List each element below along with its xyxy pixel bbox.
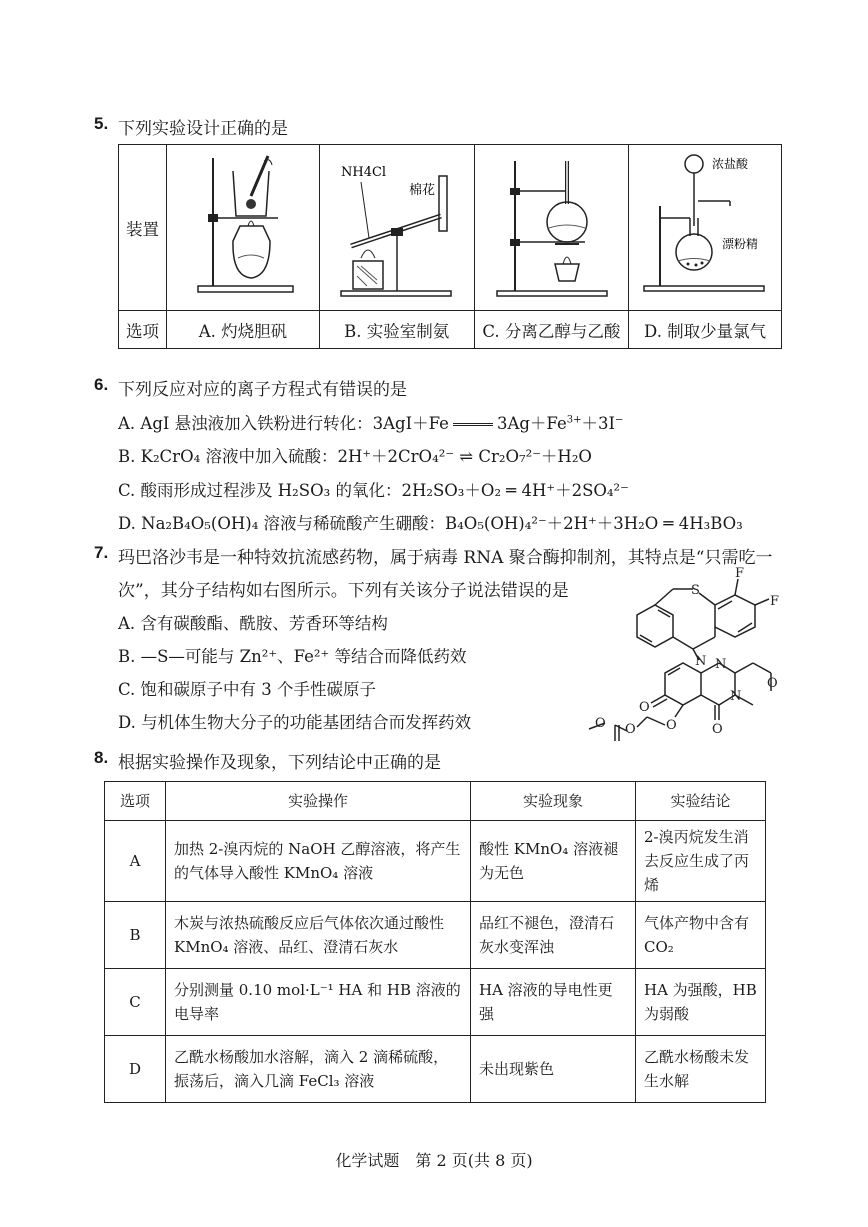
q8-header-phenomenon: 实验现象 [471, 782, 636, 821]
q6-a-left: A. AgI 悬浊液加入铁粉进行转化：3AgI＋Fe [118, 414, 449, 433]
bleach-label: 漂粉精 [722, 236, 759, 251]
crucible-burner-diagram [168, 146, 318, 306]
q5-apparatus-b [319, 145, 474, 311]
ammonia-prep-diagram [321, 146, 473, 306]
q5-option-label: 选项 [119, 311, 167, 349]
conc-hcl-label: 浓盐酸 [712, 156, 749, 171]
struct-O5: O [625, 722, 636, 737]
q8-row-a-phenomenon: 酸性 KMnO₄ 溶液褪为无色 [471, 821, 636, 902]
q8-row-c-conclusion: HA 为强酸，HB 为弱酸 [636, 969, 766, 1036]
q8-stem: 根据实验操作及现象，下列结论中正确的是 [118, 753, 441, 773]
q8-row-d-option: D [105, 1036, 166, 1103]
q8-row-c-option: C [105, 969, 166, 1036]
q7-option-b: B. —S—可能与 Zn²⁺、Fe²⁺ 等结合而降低药效 [118, 647, 467, 666]
q8-row-b-conclusion: 气体产物中含有 CO₂ [636, 902, 766, 969]
q7-stem-line1: 玛巴洛沙韦是一种特效抗流感药物，属于病毒 RNA 聚合酶抑制剂，其特点是“只需吃一 [118, 548, 773, 568]
table-row [105, 902, 766, 969]
q7-number: 7. [94, 543, 109, 562]
q8-row-a-operation: 加热 2-溴丙烷的 NaOH 乙醇溶液，将产生的气体导入酸性 KMnO₄ 溶液 [166, 821, 471, 902]
q5-apparatus-d [629, 145, 782, 311]
table-row [105, 969, 766, 1036]
struct-O2: O [639, 700, 650, 715]
struct-S: S [691, 583, 700, 598]
page-footer: 化学试题 第 2 页(共 8 页) [335, 1151, 533, 1170]
q6-a-right2: ＋3I [581, 414, 616, 433]
q8-row-c-operation: 分别测量 0.10 mol·L⁻¹ HA 和 HB 溶液的电导率 [166, 969, 471, 1036]
q8-row-d-phenomenon: 未出现紫色 [471, 1036, 636, 1103]
q8-row-d-operation: 乙酰水杨酸加水溶解，滴入 2 滴稀硫酸，振荡后，滴入几滴 FeCl₃ 溶液 [166, 1036, 471, 1103]
struct-O6: O [595, 716, 606, 731]
q5-apparatus-a [167, 145, 320, 311]
q5-stem: 下列实验设计正确的是 [118, 119, 288, 139]
struct-N2: N [715, 657, 727, 672]
q6-option-b: B. K₂CrO₄ 溶液中加入硫酸：2H⁺＋2CrO₄²⁻ ⇌ Cr₂O₇²⁻＋H₂O [118, 447, 592, 466]
table-row [105, 821, 766, 902]
q8-row-b-option: B [105, 902, 166, 969]
distillation-diagram [475, 146, 627, 306]
q8-row-d-conclusion: 乙酰水杨酸未发生水解 [636, 1036, 766, 1103]
struct-O4: O [666, 718, 677, 733]
q6-number: 6. [94, 375, 109, 394]
q6-stem: 下列反应对应的离子方程式有错误的是 [118, 380, 407, 400]
q7-option-c: C. 饱和碳原子中有 3 个手性碳原子 [118, 680, 377, 699]
q6-a-sup1: 3+ [566, 414, 582, 426]
nh4cl-label: NH4Cl [340, 164, 386, 180]
q5-number: 5. [94, 114, 109, 133]
q5-option-c: C. 分离乙醇与乙酸 [474, 311, 629, 349]
q5-apparatus-c [474, 145, 629, 311]
q6-option-a [118, 410, 623, 434]
q5-apparatus-table [118, 144, 782, 349]
struct-F1: F [735, 566, 745, 581]
struct-N1: N [695, 654, 707, 669]
chlorine-prep-diagram [630, 146, 780, 306]
struct-O1: O [767, 676, 778, 691]
cotton-label: 棉花 [408, 182, 435, 198]
q8-row-b-operation: 木炭与浓热硫酸反应后气体依次通过酸性 KMnO₄ 溶液、品红、澄清石灰水 [166, 902, 471, 969]
struct-N3: N [730, 689, 742, 704]
q8-row-b-phenomenon: 品红不褪色，澄清石灰水变浑浊 [471, 902, 636, 969]
q5-option-a: A. 灼烧胆矾 [167, 311, 320, 349]
q8-header-conclusion: 实验结论 [636, 782, 766, 821]
q6-a-right: 3Ag＋Fe [496, 414, 567, 433]
struct-O3: O [712, 722, 723, 737]
q7-option-a: A. 含有碳酸酯、酰胺、芳香环等结构 [118, 614, 388, 633]
baloxavir-structure [575, 565, 790, 750]
q5-device-label: 装置 [119, 145, 167, 311]
struct-F2: F [770, 594, 780, 609]
q5-option-b: B. 实验室制氨 [319, 311, 474, 349]
q8-row-c-phenomenon: HA 溶液的导电性更强 [471, 969, 636, 1036]
q8-table [104, 781, 766, 1103]
q6-option-c: C. 酸雨形成过程涉及 H₂SO₃ 的氧化：2H₂SO₃＋O₂ ═ 4H⁺＋2SO₄²⁻ [118, 481, 629, 500]
q5-option-d: D. 制取少量氯气 [629, 311, 782, 349]
q8-header-option: 选项 [105, 782, 166, 821]
q8-header-operation: 实验操作 [166, 782, 471, 821]
table-row [105, 1036, 766, 1103]
q6-a-sup2: − [615, 414, 624, 426]
q8-row-a-option: A [105, 821, 166, 902]
q7-option-d: D. 与机体生物大分子的功能基团结合而发挥药效 [118, 713, 472, 732]
q8-number: 8. [94, 748, 109, 767]
q8-row-a-conclusion: 2-溴丙烷发生消去反应生成了丙烯 [636, 821, 766, 902]
q7-stem-line2: 次”，其分子结构如右图所示。下列有关该分子说法错误的是 [118, 581, 569, 601]
q6-option-d: D. Na₂B₄O₅(OH)₄ 溶液与稀硫酸产生硼酸：B₄O₅(OH)₄²⁻＋2H⁺＋3H₂O ═ 4H₃BO₃ [118, 514, 743, 533]
